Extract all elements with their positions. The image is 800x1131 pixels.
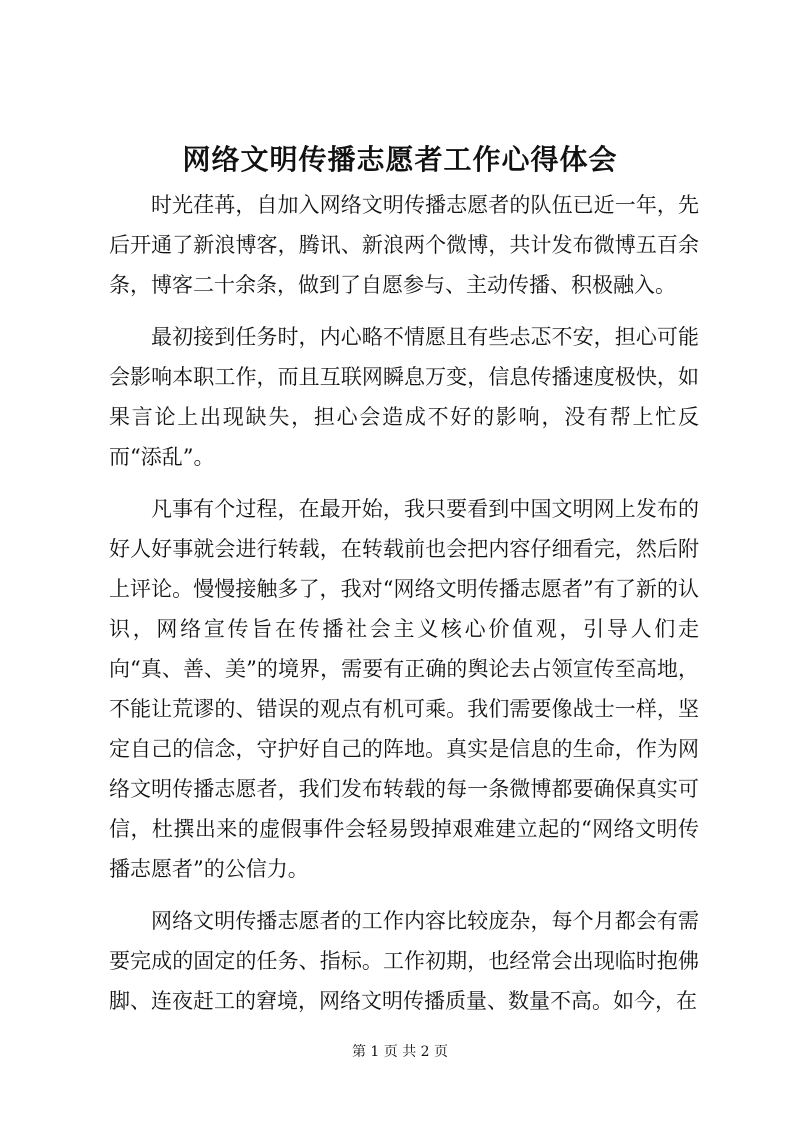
document-title: 网络文明传播志愿者工作心得体会 (182, 143, 618, 176)
paragraph-2: 最初接到任务时，内心略不情愿且有些忐忑不安，担心可能会影响本职工作，而且互联网瞬息万变，信息传播速度极快，如果言论上出现缺失，担心会造成不好的影响，没有帮上忙反而“添乱”。 (109, 325, 699, 469)
document-body (109, 185, 699, 1033)
page-footer: 第 1 页 共 2 页 (351, 1044, 449, 1060)
paragraph-3: 凡事有个过程，在最开始，我只要看到中国文明网上发布的好人好事就会进行转载，在转载前也会把内容仔细看完，然后附上评论。慢慢接触多了，我对“网络文明传播志愿者”有了新的认识，网络宣传旨在传播社会主义核心价值观，引导人们走向“真、善、美”的境界，需要有正确的舆论去占领宣传至高地，不能让荒谬的、错误的观点有机可乘。我们需要像战士一样，坚定自己的信念，守护好自己的阵地。真实是信息的生命，作为网络文明传播志愿者，我们发布转载的每一条微博都要确保真实可信，杜撰出来的虚假事件会轻易毁掉艰难建立起的“网络文明传播志愿者”的公信力。 (109, 497, 699, 881)
paragraph-4: 网络文明传播志愿者的工作内容比较庞杂，每个月都会有需要完成的固定的任务、指标。工作初期，也经常会出现临时抱佛脚、连夜赶工的窘境，网络文明传播质量、数量不高。如今，在 (109, 909, 699, 1013)
paragraph-1: 时光荏苒，自加入网络文明传播志愿者的队伍已近一年，先后开通了新浪博客，腾讯、新浪两个微博，共计发布微博五百余条，博客二十余条，做到了自愿参与、主动传播、积极融入。 (109, 193, 699, 297)
